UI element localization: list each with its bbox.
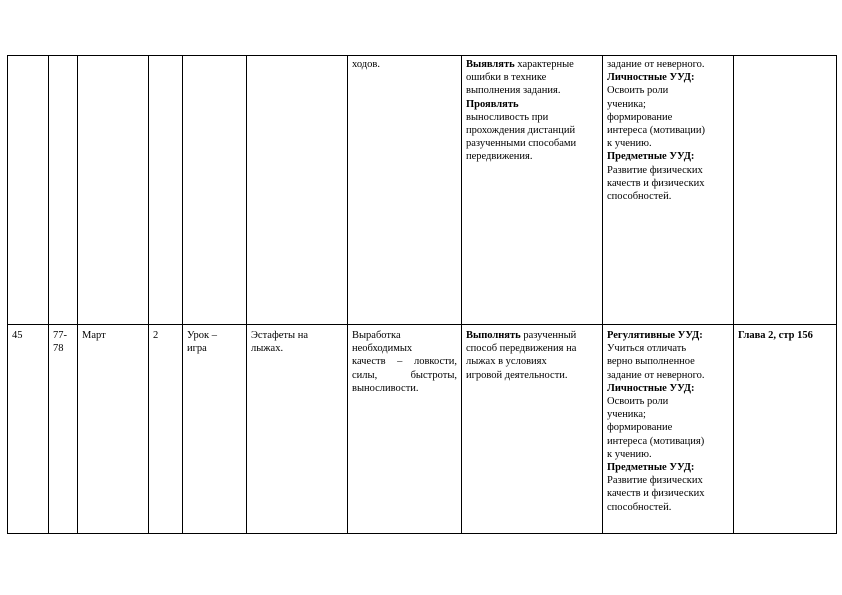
line-text: верно выполненное <box>607 356 695 368</box>
text-line <box>607 98 729 111</box>
cell-hours <box>49 56 78 325</box>
text-line <box>466 124 598 137</box>
lesson-type: Урок – игра <box>187 330 217 355</box>
text-line <box>607 137 729 150</box>
text-line <box>607 435 729 448</box>
line-text: интереса (мотивация) <box>607 435 705 447</box>
line-text: формирование <box>607 111 673 123</box>
text-line <box>607 71 729 84</box>
cell-hours <box>49 325 78 534</box>
cell-count <box>149 325 183 534</box>
element-line: необходимых <box>352 343 413 355</box>
text-line <box>466 137 598 150</box>
cell-number <box>8 325 49 534</box>
bold-label: Личностные УУД: <box>607 72 695 84</box>
table-row <box>8 325 837 534</box>
line-text: выносливость при <box>466 111 549 123</box>
line-text: ученика; <box>607 409 646 421</box>
activity-lines <box>466 329 598 382</box>
element-line: силы, быстроты, <box>352 369 457 381</box>
text-line <box>607 111 729 124</box>
element-line: Выработка <box>352 330 401 341</box>
text-line <box>466 342 598 355</box>
text-line <box>466 150 598 163</box>
bold-label: Регулятивные УУД: <box>607 330 703 341</box>
bold-label: Выявлять <box>466 59 515 70</box>
line-text: способностей. <box>607 501 672 513</box>
text-line <box>466 98 598 111</box>
uud-lines <box>607 58 729 203</box>
activity-lines <box>466 58 598 164</box>
cell-count <box>149 56 183 325</box>
text-line <box>607 421 729 434</box>
line-text: прохождения дистанций <box>466 125 576 137</box>
text-line <box>466 111 598 124</box>
text-line <box>607 408 729 421</box>
line-text: Развитие физических <box>607 164 703 176</box>
line-text: разученный <box>520 330 577 341</box>
text-line <box>607 487 729 500</box>
text-line <box>607 369 729 382</box>
line-text: характерные <box>514 59 574 70</box>
text-line <box>466 369 598 382</box>
lesson-hours: 77- 78 <box>53 330 67 355</box>
cell-lesson-type <box>183 56 247 325</box>
cell-number <box>8 56 49 325</box>
line-text: лыжах в условиях <box>466 356 547 368</box>
bold-label: Выполнять <box>466 330 521 341</box>
text-line <box>466 329 598 342</box>
cell-lesson-type <box>183 325 247 534</box>
text-line <box>607 382 729 395</box>
cell-activity <box>462 325 603 534</box>
line-text: задание от неверного. <box>607 369 705 381</box>
text-line <box>607 395 729 408</box>
text-line <box>607 190 729 203</box>
line-text: выполнения задания. <box>466 85 561 97</box>
line-text: Развитие физических <box>607 475 703 487</box>
text-line <box>607 84 729 97</box>
line-text: способ передвижения на <box>466 343 577 355</box>
text-line <box>607 329 729 342</box>
text-line <box>607 177 729 190</box>
line-text: формирование <box>607 422 673 434</box>
cell-uud <box>603 325 734 534</box>
uud-lines <box>607 329 729 514</box>
lesson-month: Март <box>82 330 106 341</box>
text-line <box>466 58 598 71</box>
text-line <box>607 164 729 177</box>
lesson-number: 45 <box>12 330 23 341</box>
text-line <box>607 150 729 163</box>
line-text: способностей. <box>607 191 672 203</box>
line-text: игровой деятельности. <box>466 369 568 381</box>
cell-element <box>348 325 462 534</box>
bold-label: Личностные УУД: <box>607 382 695 394</box>
line-text: Освоить роли <box>607 396 669 408</box>
text-line <box>607 355 729 368</box>
line-text: к учению. <box>607 138 652 150</box>
cell-reference <box>734 325 837 534</box>
element-text: ходов. <box>352 59 380 70</box>
text-line <box>466 355 598 368</box>
line-text: ошибки в технике <box>466 72 547 84</box>
textbook-reference: Глава 2, стр 156 <box>738 330 813 341</box>
line-text: разученными способами <box>466 138 577 150</box>
lesson-topic: Эстафеты на лыжах. <box>251 330 308 355</box>
line-text: интереса (мотивации) <box>607 125 706 137</box>
text-line <box>607 124 729 137</box>
text-line <box>607 342 729 355</box>
line-text: передвижения. <box>466 151 533 163</box>
line-text: Освоить роли <box>607 85 669 97</box>
text-line <box>607 461 729 474</box>
line-text: качеств и физических <box>607 177 705 189</box>
lesson-count: 2 <box>153 330 159 341</box>
cell-element <box>348 56 462 325</box>
text-line <box>607 501 729 514</box>
line-text: качеств и физических <box>607 488 705 500</box>
cell-month <box>78 56 149 325</box>
bold-label: Предметные УУД: <box>607 462 695 474</box>
cell-uud <box>603 56 734 325</box>
cell-topic <box>247 56 348 325</box>
cell-month <box>78 325 149 534</box>
text-line <box>607 58 729 71</box>
text-line <box>607 474 729 487</box>
element-line: выносливости. <box>352 382 419 394</box>
table-row <box>8 56 837 325</box>
cell-activity <box>462 56 603 325</box>
element-line: качеств – ловкости, <box>352 356 457 368</box>
line-text: ученика; <box>607 98 646 110</box>
line-text: Учиться отличать <box>607 343 687 355</box>
bold-label: Проявлять <box>466 98 519 110</box>
line-text: к учению. <box>607 448 652 460</box>
lesson-plan-table <box>7 55 837 534</box>
line-text: задание от неверного. <box>607 59 705 70</box>
text-line <box>466 71 598 84</box>
cell-topic <box>247 325 348 534</box>
bold-label: Предметные УУД: <box>607 151 695 163</box>
text-line <box>607 448 729 461</box>
cell-reference <box>734 56 837 325</box>
text-line <box>466 84 598 97</box>
